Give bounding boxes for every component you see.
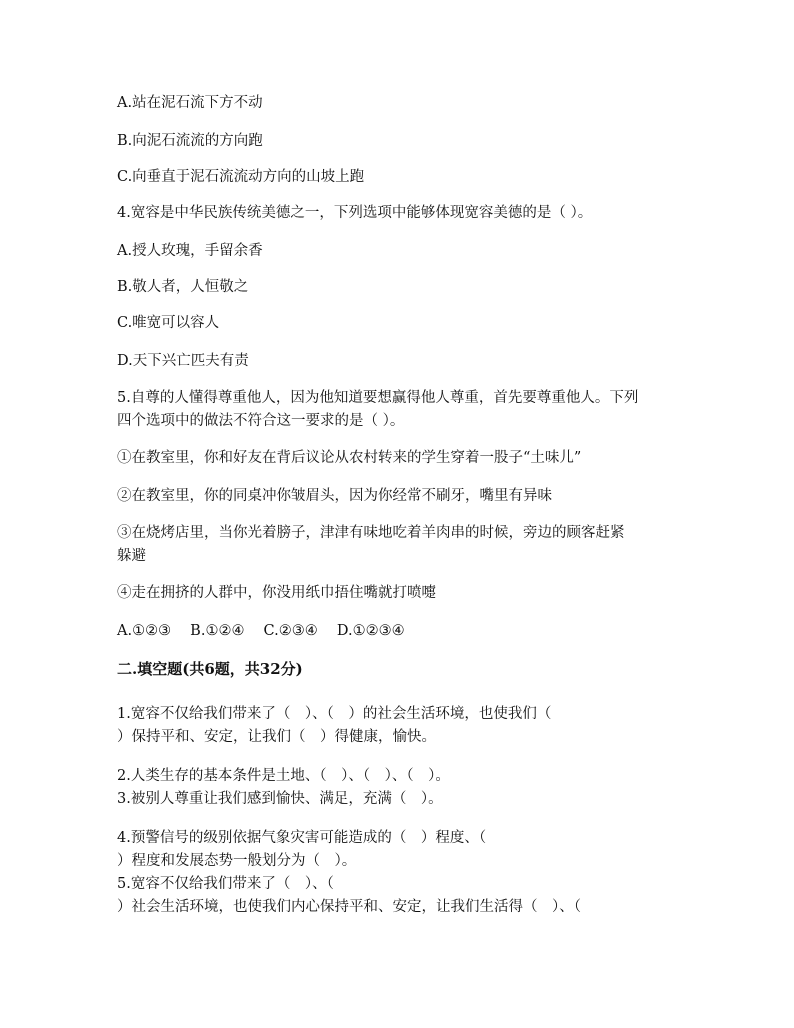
q5-item-4: ④走在拥挤的人群中，你没用纸巾捂住嘴就打喷嚏 xyxy=(117,585,436,601)
q3-option-a: A.站在泥石流下方不动 xyxy=(117,95,263,111)
q4-option-a: A.授人玫瑰，手留余香 xyxy=(117,243,263,259)
fill-2: 2.人类生存的基本条件是土地、（ ）、（ ）、（ ）。 xyxy=(117,768,450,784)
question-5-line-1: 5.自尊的人懂得尊重他人，因为他知道要想赢得他人尊重，首先要尊重他人。下列 xyxy=(117,390,639,406)
q3-option-c: C.向垂直于泥石流流动方向的山坡上跑 xyxy=(117,169,365,185)
question-4: 4.宽容是中华民族传统美德之一，下列选项中能够体现宽容美德的是（ ）。 xyxy=(117,205,593,221)
q4-option-d: D.天下兴亡匹夫有责 xyxy=(117,353,249,369)
fill-5-line-2: ）社会生活环境，也使我们内心保持平和、安定，让我们生活得（ ）、（ xyxy=(117,899,581,915)
q5-item-3-line-2: 躲避 xyxy=(117,548,146,564)
question-5-line-2: 四个选项中的做法不符合这一要求的是（ ）。 xyxy=(117,413,405,429)
section-title-fill-in: 二.填空题(共6题，共32分) xyxy=(117,660,303,678)
fill-1-line-1: 1.宽容不仅给我们带来了（ ）、（ ）的社会生活环境，也使我们（ xyxy=(117,706,552,722)
fill-4-line-2: ）程度和发展态势一般划分为（ ）。 xyxy=(117,853,357,869)
q3-option-b: B.向泥石流流的方向跑 xyxy=(117,133,263,149)
q4-option-b: B.敬人者，人恒敬之 xyxy=(117,279,249,295)
fill-3: 3.被别人尊重让我们感到愉快、满足，充满（ ）。 xyxy=(117,791,443,807)
q5-choices: A.①②③ B.①②④ C.②③④ D.①②③④ xyxy=(117,623,405,639)
q5-item-2: ②在教室里，你的同桌冲你皱眉头，因为你经常不刷牙，嘴里有异味 xyxy=(117,488,552,504)
fill-1-line-2: ）保持平和、安定，让我们（ ）得健康，愉快。 xyxy=(117,729,436,745)
q4-option-c: C.唯宽可以容人 xyxy=(117,315,220,331)
q5-item-1: ①在教室里，你和好友在背后议论从农村转来的学生穿着一股子“土味儿” xyxy=(117,450,582,466)
q5-item-3-line-1: ③在烧烤店里，当你光着膀子，津津有味地吃着羊肉串的时候，旁边的顾客赶紧 xyxy=(117,525,625,541)
fill-5-line-1: 5.宽容不仅给我们带来了（ ）、（ xyxy=(117,876,334,892)
fill-4-line-1: 4.预警信号的级别依据气象灾害可能造成的（ ）程度、（ xyxy=(117,830,487,846)
